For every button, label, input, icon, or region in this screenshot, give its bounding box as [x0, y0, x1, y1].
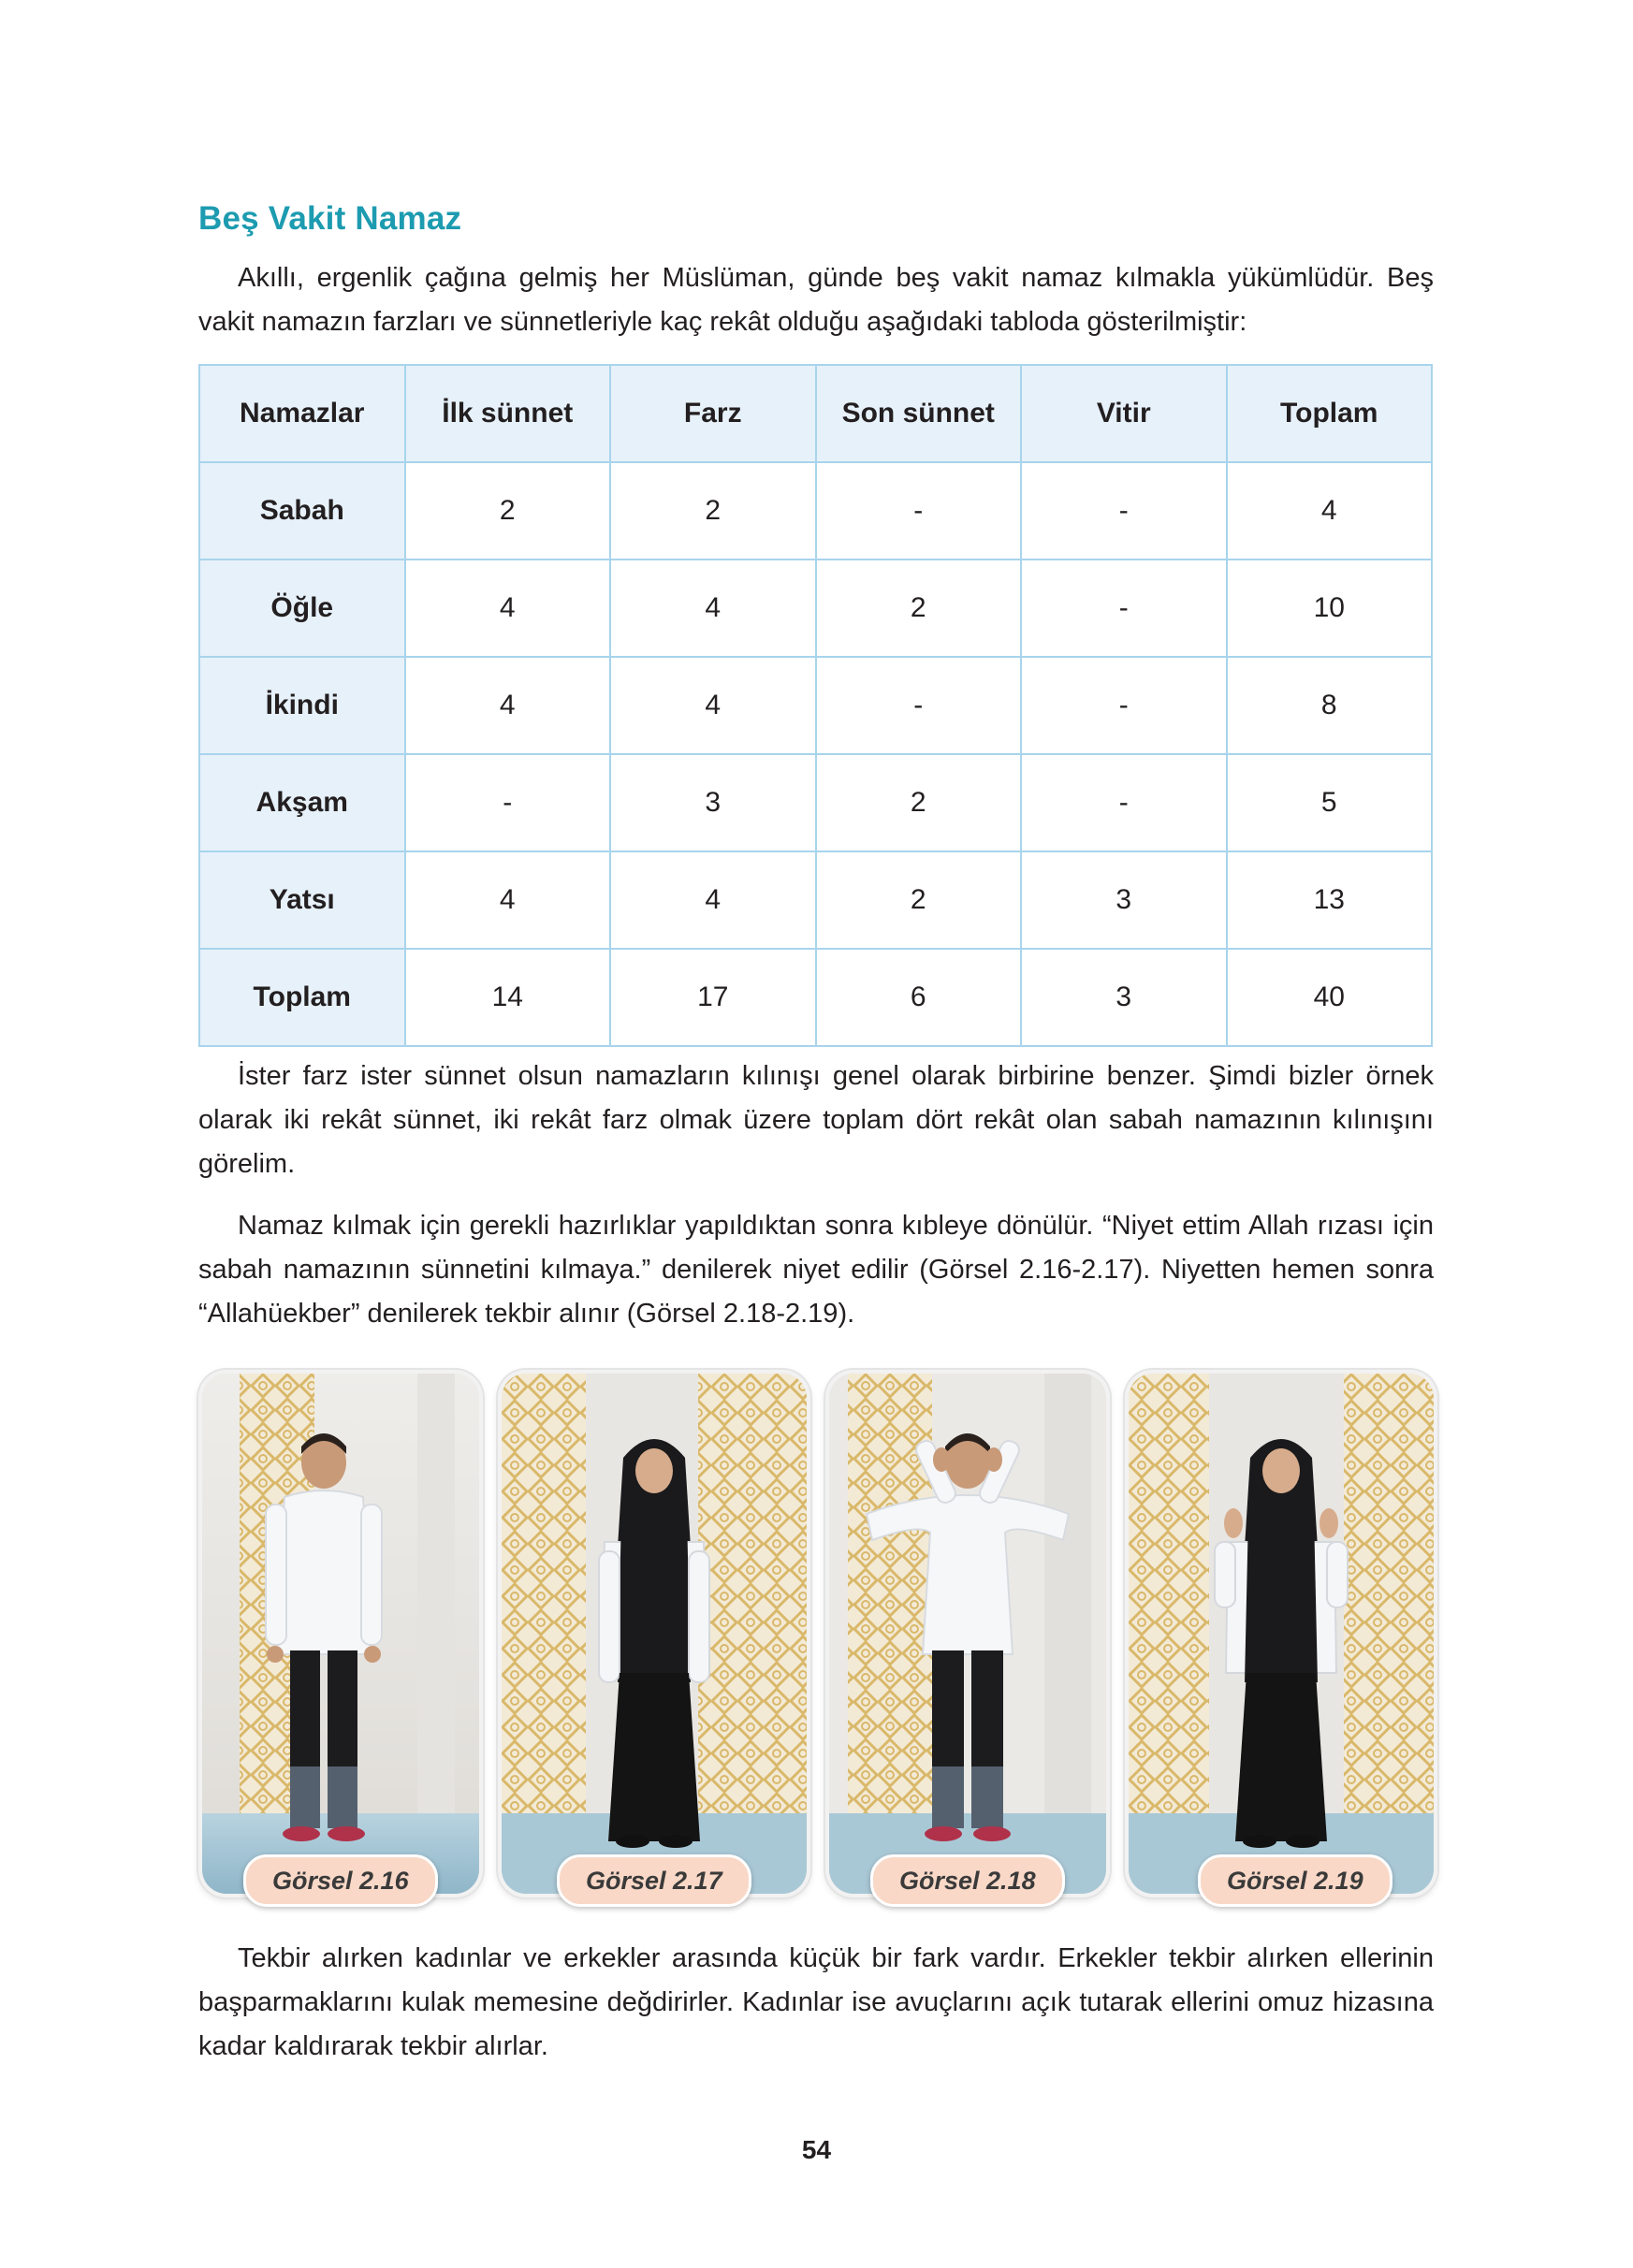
section-title: Beş Vakit Namaz [198, 200, 462, 237]
table-cell: 3 [1021, 851, 1227, 949]
table-cell: 4 [405, 657, 611, 754]
row-header: Sabah [199, 462, 405, 560]
column-header: Toplam [1227, 365, 1433, 462]
table-row [199, 851, 1432, 949]
figure-caption: Görsel 2.19 [1198, 1854, 1392, 1907]
row-header: İkindi [199, 657, 405, 754]
column-header: İlk sünnet [405, 365, 611, 462]
photo-boy-tekbir [825, 1370, 1110, 1897]
table-cell: - [816, 657, 1022, 754]
table-cell: - [816, 462, 1022, 560]
table-total-row [199, 949, 1432, 1046]
table-cell: 4 [405, 560, 611, 657]
row-header: Öğle [199, 560, 405, 657]
rekat-table [198, 364, 1433, 1047]
table-header-row [199, 365, 1432, 462]
intro-text: Akıllı, ergenlik çağına gelmiş her Müslüman, günde beş vakit namaz kılmakla yükümlüdür. Beş vakit namazın farzları ve sünnetleriyle kaç rekât olduğu aşağıdaki tabloda gösterilmiştir: [198, 263, 1434, 337]
table-cell: - [1021, 462, 1227, 560]
table-cell: 14 [405, 949, 611, 1046]
table-cell: 2 [816, 560, 1022, 657]
figure-caption: Görsel 2.16 [243, 1854, 438, 1907]
photo-gallery [198, 1370, 1434, 1912]
body-paragraph [198, 1204, 1434, 1336]
table-row [199, 462, 1432, 560]
table-row [199, 657, 1432, 754]
column-header: Farz [610, 365, 816, 462]
table-cell: 17 [610, 949, 816, 1046]
table-cell: 4 [405, 851, 611, 949]
table-row [199, 754, 1432, 851]
row-header: Akşam [199, 754, 405, 851]
column-header: Vitir [1021, 365, 1227, 462]
table-cell: 8 [1227, 657, 1433, 754]
body-paragraph [198, 1054, 1434, 1186]
table-cell: 5 [1227, 754, 1433, 851]
photo-girl-standing [498, 1370, 810, 1897]
paragraph-text: İster farz ister sünnet olsun namazların kılınışı genel olarak birbirine benzer. Şimdi bizler örnek olarak iki rekât sünnet, iki rekât farz olmak üzere toplam dört rekât olan sabah namazının kılınışını görelim. [198, 1061, 1434, 1179]
paragraph-text: Tekbir alırken kadınlar ve erkekler arasında küçük bir fark vardır. Erkekler tekbir alırken ellerinin başparmaklarını kulak memesine değdirirler. Kadınlar ise avuçlarını açık tutarak ellerini omuz hizasına kadar kaldırarak tekbir alırlar. [198, 1943, 1434, 2061]
paragraph-text: Namaz kılmak için gerekli hazırlıklar yapıldıktan sonra kıbleye dönülür. “Niyet ettim Allah rızası için sabah namazının sünnetini kılmaya.” denilerek niyet edilir (Görsel 2.16-2.17). Niyetten hemen sonra “Allahüekber” denilerek tekbir alınır (Görsel 2.18-2.19). [198, 1211, 1434, 1329]
figure-caption: Görsel 2.18 [870, 1854, 1065, 1907]
column-header: Son sünnet [816, 365, 1022, 462]
page-number: 54 [801, 2135, 832, 2164]
table-cell: 4 [610, 657, 816, 754]
table-cell: 40 [1227, 949, 1433, 1046]
table-row [199, 560, 1432, 657]
table-cell: 2 [610, 462, 816, 560]
body-paragraph [198, 1937, 1434, 2069]
table-cell: - [1021, 657, 1227, 754]
table-cell: 2 [816, 754, 1022, 851]
table-cell: - [1021, 560, 1227, 657]
table-cell: - [405, 754, 611, 851]
table-cell: 3 [1021, 949, 1227, 1046]
photo-boy-standing [198, 1370, 483, 1897]
intro-paragraph [198, 256, 1434, 344]
table-cell: 2 [405, 462, 611, 560]
table-cell: 3 [610, 754, 816, 851]
table-cell: 13 [1227, 851, 1433, 949]
table-cell: 4 [610, 851, 816, 949]
figure-caption: Görsel 2.17 [557, 1854, 751, 1907]
table-cell: 4 [610, 560, 816, 657]
table-cell: 6 [816, 949, 1022, 1046]
row-header: Toplam [199, 949, 405, 1046]
photo-girl-tekbir [1125, 1370, 1437, 1897]
column-header: Namazlar [199, 365, 405, 462]
table-cell: 10 [1227, 560, 1433, 657]
row-header: Yatsı [199, 851, 405, 949]
table-cell: 2 [816, 851, 1022, 949]
table-cell: - [1021, 754, 1227, 851]
table-cell: 4 [1227, 462, 1433, 560]
